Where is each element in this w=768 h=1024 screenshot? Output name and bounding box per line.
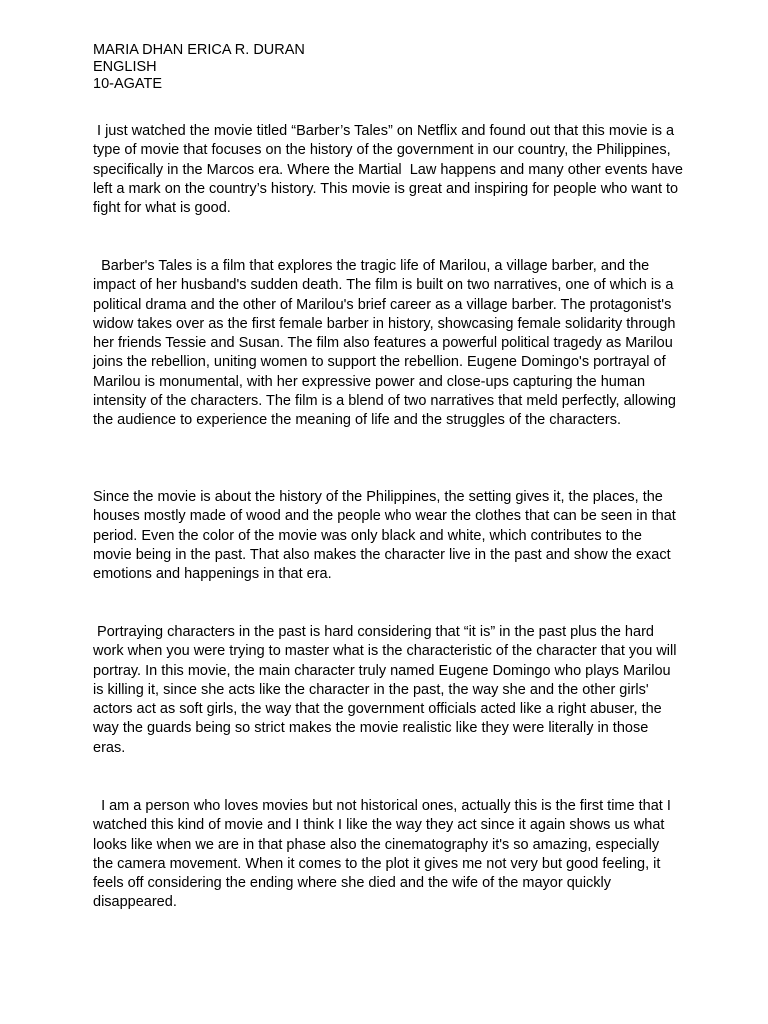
paragraph-summary: Barber's Tales is a film that explores the tragic life of Marilou, a village barber, and the impact of her husband's sudden death. The film is built on two narratives, one of which is a political drama and the other of Marilou's brief career as a village barber. The protagonist's widow takes over as the first female barber in history, showcasing female solidarity through her friends Tessie and Susan. The film also features a powerful political tragedy as Marilou joins the rebellion, uniting women to support the rebellion. Eugene Domingo's portrayal of Marilou is monumental, with her expressive power and close-ups capturing the human intensity of the characters. The film is a blend of two narratives that meld perfectly, allowing the audience to experience the meaning of life and the struggles of the characters.: [93, 258, 680, 429]
paragraph-characters: Portraying characters in the past is hard considering that “it is” in the past plus the hard work when you were trying to master what is the characteristic of the character that you will portray. In this movie, the main character truly named Eugene Domingo who plays Marilou is killing it, since she acts like the character in the past, the way she and the other girls' actors act as soft girls, the way that the government officials acted like a right abuser, the way the guards being so strict makes the movie realistic like they were literally in those eras.: [93, 624, 681, 756]
section-label: 10-AGATE: [93, 76, 163, 92]
paragraph-intro: I just watched the movie titled “Barber’s Tales” on Netflix and found out that this movie is a type of movie that focuses on the history of the government in our country, the Philippines, specifically in the Marcos era. Where the Martial Law happens and many other events have left a mark on the country’s history. This movie is great and inspiring for people who want to fight for what is good.: [93, 123, 687, 217]
document-page: [93, 42, 687, 911]
paragraph-setting: Since the movie is about the history of the Philippines, the setting gives it, the places, the houses mostly made of wood and the people who wear the clothes that can be seen in that period. Even the color of the movie was only black and white, which contributes to the movie being in the past. That also makes the character live in the past and show the exact emotions and happenings in that era.: [93, 489, 680, 583]
subject-label: ENGLISH: [93, 59, 157, 75]
paragraph-opinion: I am a person who loves movies but not historical ones, actually this is the first time that I watched this kind of movie and I think I like the way they act since it again shows us what looks like when we are in that phase also the cinematography it's so amazing, especially the camera movement. When it comes to the plot it gives me not very but good feeling, it feels off considering the ending where she died and the wife of the mayor quickly disappeared.: [93, 798, 675, 911]
author-name: MARIA DHAN ERICA R. DURAN: [93, 42, 305, 58]
